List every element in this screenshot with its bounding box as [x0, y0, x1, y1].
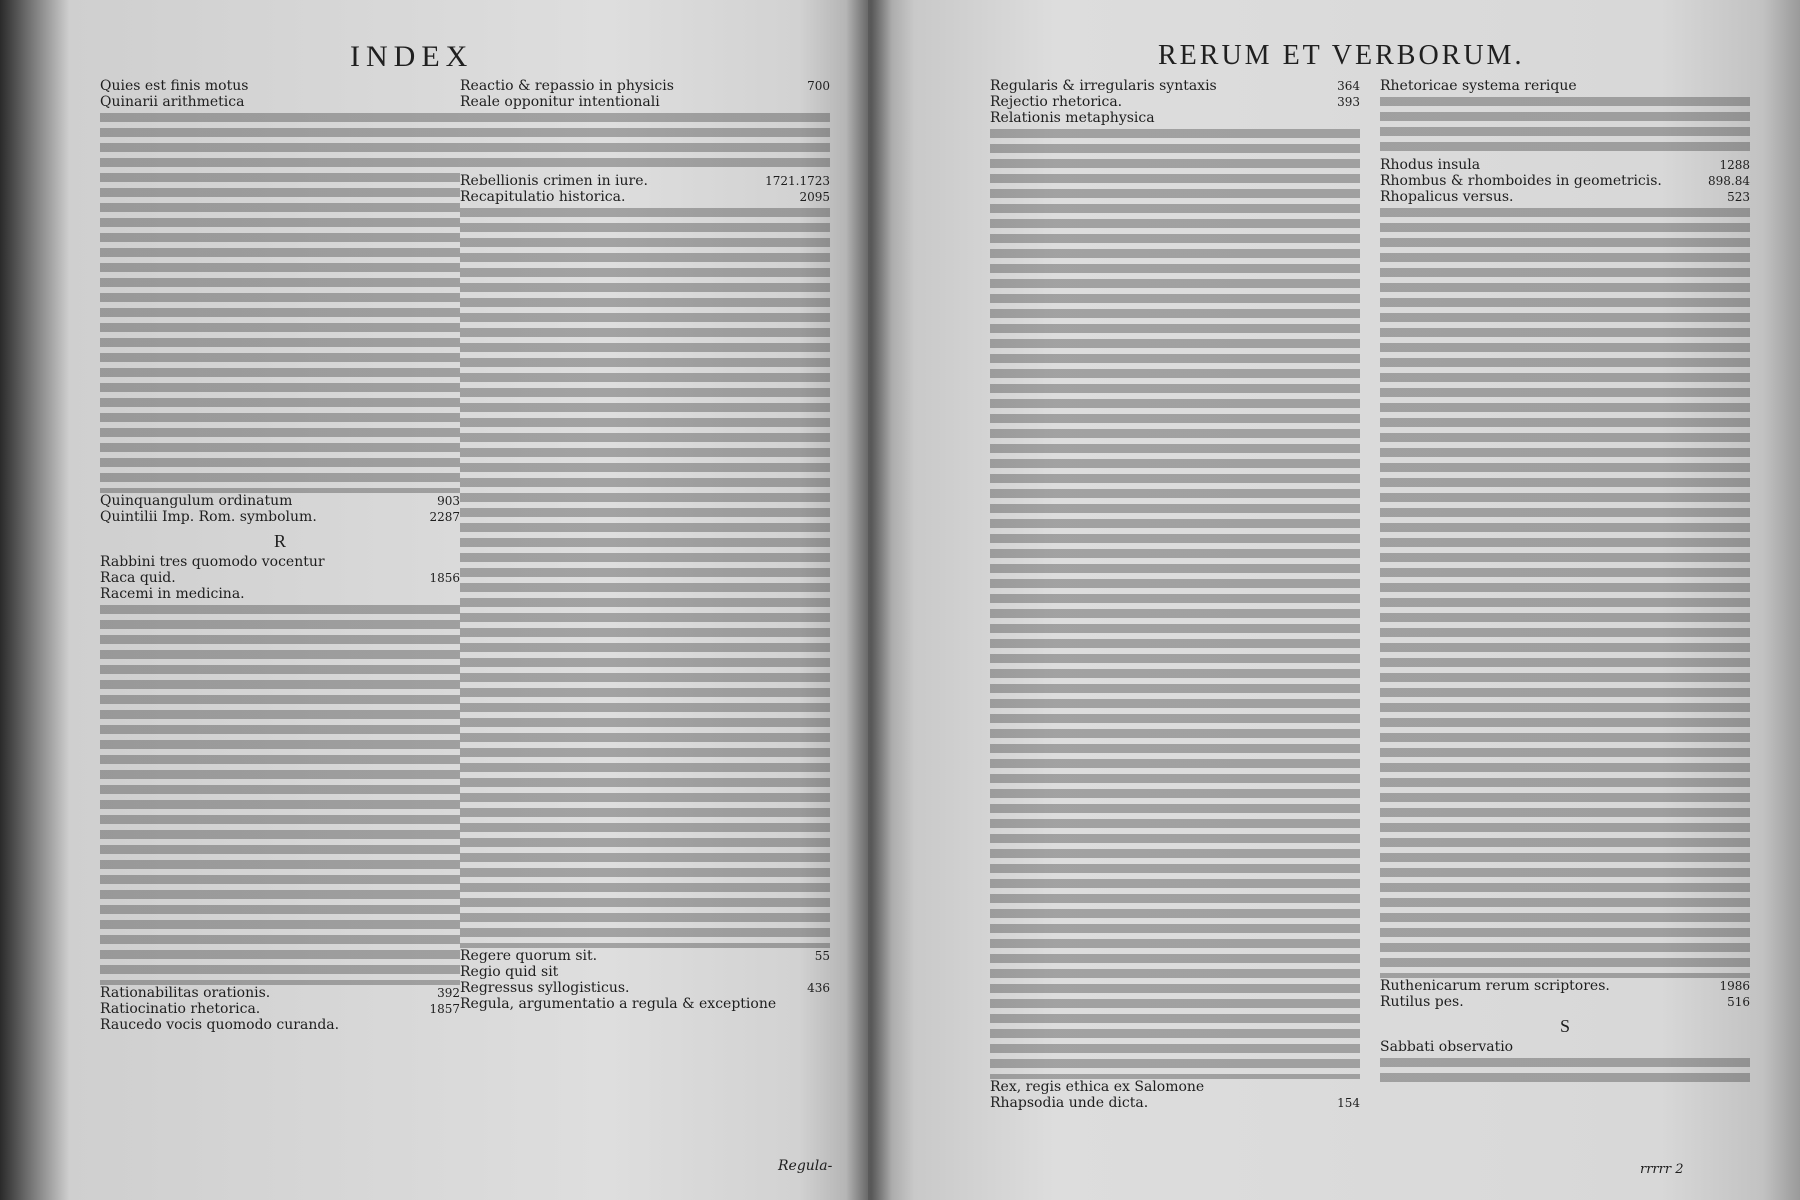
unreadable-text-block [100, 605, 460, 985]
book-gutter [846, 0, 892, 1200]
index-entry: Quinquangulum ordinatum 903 [100, 493, 460, 509]
index-entry: Quies est finis motus [100, 78, 249, 94]
unreadable-text-block [460, 208, 830, 948]
index-entry: Regula, argumentatio a regula & exceptione [460, 996, 777, 1012]
index-entry: Recapitulatio historica. 2095 [460, 189, 830, 205]
unreadable-text-block [460, 113, 830, 173]
index-entry: Reale opponitur intentionali [460, 94, 660, 110]
index-entry: Reactio & repassio in physicis 700 [460, 78, 830, 94]
index-entry: Racemi in medicina. [100, 586, 245, 602]
index-entry: Rex, regis ethica ex Salomone [990, 1079, 1205, 1095]
catchword: Regula- [778, 1158, 833, 1174]
index-entry: Regularis & irregularis syntaxis 364 [990, 78, 1360, 94]
index-entry: Rebellionis crimen in iure. 1721.1723 [460, 173, 830, 189]
index-entry: Rhodus insula 1288 [1380, 157, 1750, 173]
index-entry: Raca quid. 1856 [100, 570, 460, 586]
index-entry: Rhopalicus versus. 523 [1380, 189, 1750, 205]
index-entry: Sabbati observatio [1380, 1039, 1514, 1055]
left-column-a [100, 78, 460, 1033]
index-entry: Regere quorum sit. 55 [460, 948, 830, 964]
index-entry: Rhombus & rhomboides in geometricis. 898.84 [1380, 173, 1750, 189]
index-entry: Rabbini tres quomodo vocentur [100, 554, 325, 570]
index-entry: Quintilii Imp. Rom. symbolum. 2287 [100, 509, 460, 525]
index-entry: Quinarii arithmetica [100, 94, 245, 110]
section-letter-r: R [273, 531, 286, 551]
index-entry: Rhapsodia unde dicta. 154 [990, 1095, 1360, 1111]
index-entry: Rationabilitas orationis. 392 [100, 985, 460, 1001]
running-head-left: INDEX [350, 40, 474, 73]
unreadable-text-block [1380, 97, 1750, 157]
unreadable-text-block [1380, 208, 1750, 978]
right-page [868, 0, 1800, 1200]
index-entry: Ruthenicarum rerum scriptores. 1986 [1380, 978, 1750, 994]
left-column-b [460, 78, 830, 1012]
right-column-b [1380, 78, 1750, 1088]
index-entry: Rejectio rhetorica. 393 [990, 94, 1360, 110]
index-entry: Regio quid sit [460, 964, 559, 980]
index-entry: Relationis metaphysica [990, 110, 1155, 126]
index-entry: Raucedo vocis quomodo curanda. [100, 1017, 340, 1033]
index-entry: Rhetoricae systema rerique [1380, 78, 1577, 94]
running-head-right: RERUM ET VERBORUM. [1158, 40, 1525, 71]
index-entry: Rutilus pes. 516 [1380, 994, 1750, 1010]
unreadable-text-block [1380, 1058, 1750, 1088]
unreadable-text-block [990, 129, 1360, 1079]
left-page [0, 0, 868, 1200]
right-column-a [990, 78, 1360, 1111]
index-entry: Ratiocinatio rhetorica. 1857 [100, 1001, 460, 1017]
signature-mark: rrrrr 2 [1640, 1162, 1684, 1177]
section-letter-s: S [1559, 1016, 1570, 1036]
index-entry: Regressus syllogisticus. 436 [460, 980, 830, 996]
unreadable-text-block [100, 113, 460, 493]
